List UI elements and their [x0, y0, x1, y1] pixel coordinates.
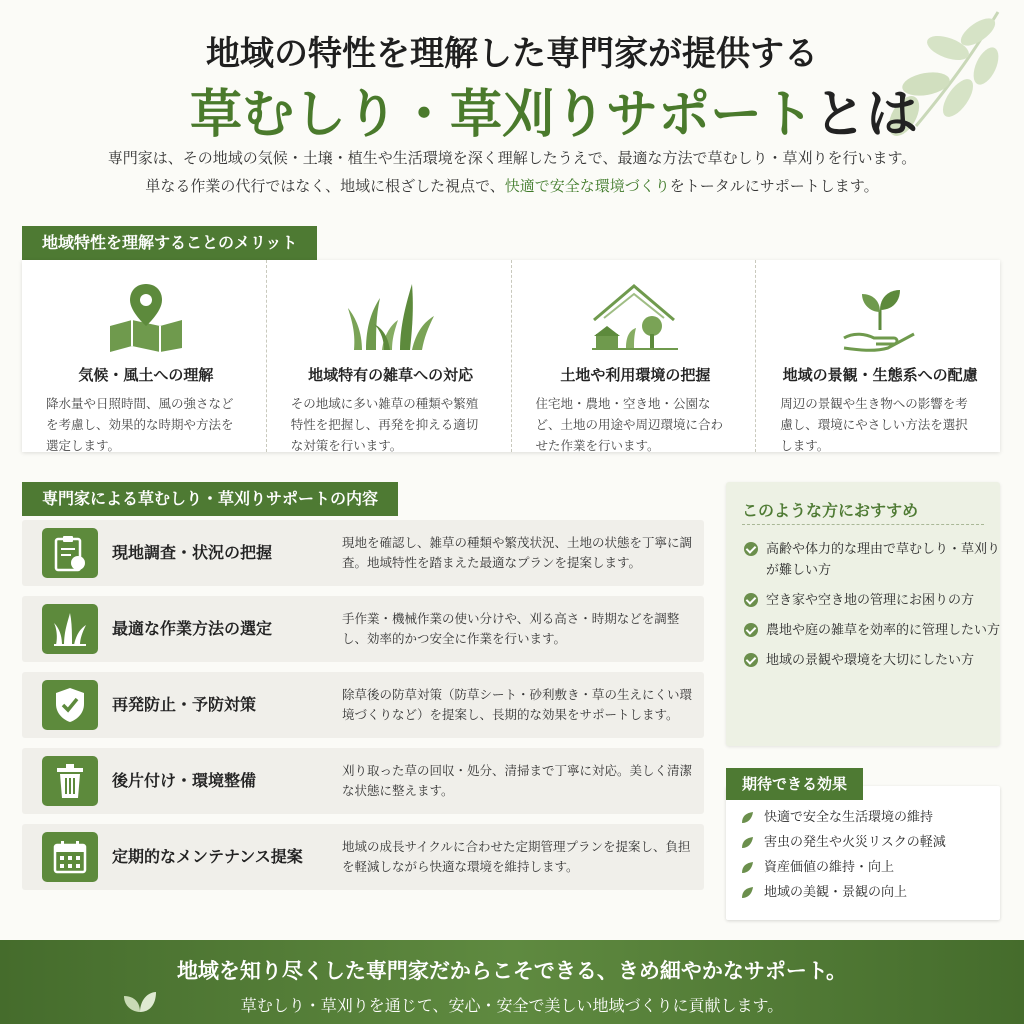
check-icon: [744, 623, 758, 637]
leaf-icon: [740, 861, 754, 875]
list-item: [744, 650, 1000, 671]
intro-line-2: [0, 172, 1024, 200]
effect-text: 快適で安全な生活環境の維持: [764, 810, 934, 825]
house-icon: [590, 280, 680, 352]
merit-desc: 住宅地・農地・空き地・公園など、土地の用途や周辺環境に合わせた作業を行います。: [535, 396, 724, 453]
effect-text: 資産価値の維持・向上: [764, 860, 895, 875]
services-heading: 専門家による草むしり・草刈りサポートの内容: [22, 482, 398, 516]
calendar-icon: [53, 840, 87, 874]
merit-desc: その地域に多い雑草の種類や繁殖特性を把握し、再発を抑える適切な対策を行います。: [290, 396, 479, 453]
merit-title: 気候・風土への理解: [78, 366, 214, 384]
grass-icon: [52, 611, 88, 647]
recommend-box: [726, 482, 1000, 746]
merits-heading: 地域特性を理解することのメリット: [22, 226, 317, 260]
leaf-icon: [740, 836, 754, 850]
trash-icon: [55, 763, 85, 799]
service-title: 再発防止・予防対策: [112, 695, 257, 714]
clipboard-icon: [53, 534, 87, 572]
intro-highlight: 快適で安全な環境づくり: [504, 177, 670, 195]
leaf-icon: [740, 811, 754, 825]
merit-title: 土地や利用環境の把握: [560, 366, 711, 384]
merit-item: [267, 260, 512, 452]
recommend-text: 空き家や空き地の管理にお困りの方: [766, 593, 975, 608]
effect-text: 地域の美観・景観の向上: [764, 885, 908, 900]
service-desc: 現地を確認し、雑草の種類や繁茂状況、土地の状態を丁寧に調査。地域特性を踏まえた最適なプランを提案します。: [342, 535, 693, 570]
subtitle-main: 草むしり・草刈りサポート: [190, 84, 815, 145]
weeds-icon: [346, 280, 436, 352]
list-item: [744, 539, 1000, 581]
recommend-text: 農地や庭の雑草を効率的に管理したい方: [766, 623, 1001, 638]
merit-desc: 周辺の景観や生き物への影響を考慮し、環境にやさしい方法を選択します。: [780, 396, 968, 453]
map-pin-icon: [104, 282, 188, 352]
service-row: [22, 748, 704, 814]
effects-box: [726, 786, 1000, 920]
service-desc: 地域の成長サイクルに合わせた定期管理プランを提案し、負担を軽減しながら快適な環境を維持します。: [342, 839, 691, 874]
footer-banner: [0, 940, 1024, 1024]
service-row: [22, 672, 704, 738]
service-row: [22, 596, 704, 662]
merit-title: 地域の景観・生態系への配慮: [782, 366, 978, 384]
intro-line-1: 専門家は、その地域の気候・土壌・植生や生活環境を深く理解したうえで、最適な方法で草むしり・草刈りを行います。: [107, 149, 917, 167]
sprout-icon: [122, 988, 158, 1014]
merit-title: 地域特有の雑草への対応: [308, 366, 474, 384]
list-item: [744, 620, 1000, 641]
list-item: [740, 883, 1000, 903]
list-item: [740, 808, 1000, 828]
page-subtitle: [190, 72, 918, 147]
check-icon: [744, 542, 758, 556]
service-title: 定期的なメンテナンス提案: [112, 847, 303, 866]
leaf-icon: [740, 886, 754, 900]
service-title: 後片付け・環境整備: [112, 771, 257, 790]
services-list: [22, 520, 704, 900]
service-row: [22, 520, 704, 586]
service-row: [22, 824, 704, 890]
merits-panel: [22, 260, 1000, 452]
effects-heading: 期待できる効果: [726, 768, 863, 800]
page-title: 地域の特性を理解した専門家が提供する: [206, 34, 818, 74]
intro-post: をトータルにサポートします。: [669, 177, 879, 195]
merit-item: [512, 260, 757, 452]
recommend-text: 高齢や体力的な理由で草むしり・草刈りが難しい方: [766, 542, 1001, 578]
intro-pre: 単なる作業の代行ではなく、地域に根ざした視点で、: [145, 177, 505, 195]
service-desc: 除草後の防草対策（防草シート・砂利敷き・草の生えにくい環境づくりなど）を提案し、長期的な効果をサポートします。: [342, 687, 693, 722]
list-item: [740, 858, 1000, 878]
footer-line-2: 草むしり・草刈りを通じて、安心・安全で美しい地域づくりに貢献します。: [240, 996, 784, 1015]
merit-desc: 降水量や日照時間、風の強さなどを考慮し、効果的な時期や方法を選定します。: [46, 396, 234, 453]
sprout-hand-icon: [840, 286, 920, 352]
effect-text: 害虫の発生や火災リスクの軽減: [764, 835, 946, 850]
list-item: [740, 833, 1000, 853]
subtitle-tail: とは: [814, 84, 919, 145]
shield-check-icon: [54, 686, 86, 724]
check-icon: [744, 593, 758, 607]
footer-line-1: 地域を知り尽くした専門家だからこそできる、きめ細やかなサポート。: [176, 959, 848, 983]
check-icon: [744, 653, 758, 667]
recommend-heading: このような方におすすめ: [742, 501, 919, 520]
service-title: 最適な作業方法の選定: [112, 619, 273, 638]
recommend-text: 地域の景観や環境を大切にしたい方: [766, 653, 975, 668]
service-desc: 手作業・機械作業の使い分けや、刈る高さ・時期などを調整し、効率的かつ安全に作業を行います。: [342, 611, 680, 646]
merit-item: [22, 260, 267, 452]
list-item: [744, 590, 1000, 611]
merit-item: [756, 260, 1000, 452]
service-title: 現地調査・状況の把握: [112, 543, 273, 562]
service-desc: 刈り取った草の回収・処分、清掃まで丁寧に対応。美しく清潔な状態に整えます。: [342, 763, 693, 798]
